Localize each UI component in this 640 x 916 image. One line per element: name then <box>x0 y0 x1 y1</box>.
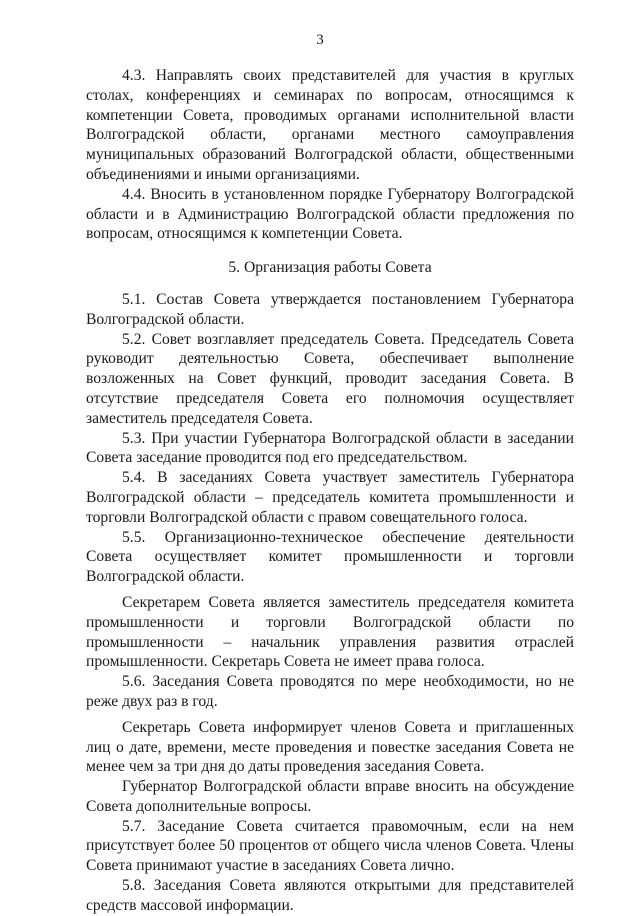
paragraph-5-3: 5.3. При участии Губернатора Волгоградской области в заседании Совета заседание проводится под его председательством. <box>86 429 574 467</box>
section-title: 5. Организация работы Совета <box>228 259 432 277</box>
document-body <box>86 66 574 916</box>
paragraph-5-1: 5.1. Состав Совета утверждается постановлением Губернатора Волгоградской области. <box>86 290 574 328</box>
paragraph-5-5: 5.5. Организационно-техническое обеспечение деятельности Совета осуществляет комитет промышленности и торговли Волгоградской области. <box>86 528 574 586</box>
page-number: 3 <box>316 32 324 48</box>
paragraph-5-2: 5.2. Совет возглавляет председатель Совета. Председатель Совета руководит деятельностью Совета, обеспечивает выполнение возложенных на Совет функций, проводит заседания Совета. В отсутствие председателя Совета его полномочия осуществляет заместитель председателя Совета. <box>86 330 574 427</box>
paragraph-secretary: Секретарем Совета является заместитель председателя комитета промышленности и торговли Волгоградской области по промышленности – начальник управления развития отраслей промышленности. Секретарь Совета не имеет права голоса. <box>86 593 574 671</box>
paragraph-5-6: 5.6. Заседания Совета проводятся по мере необходимости, но не реже двух раз в год. <box>86 673 574 710</box>
paragraph-5-8: 5.8. Заседания Совета являются открытыми для представителей средств массовой информации. <box>86 877 574 914</box>
paragraph-4-3: 4.3. Направлять своих представителей для участия в круглых столах, конференциях и семинарах по вопросам, относящимся к компетенции Совета, проводимых органами исполнительной власти Волгоградской области, органами местного самоуправления муниципальных образований Волгоградской области, общественными объединениями и иными организациями. <box>86 67 574 183</box>
paragraph-5-7: 5.7. Заседание Совета считается правомочным, если на нем присутствует более 50 процентов от общего числа членов Совета. Члены Совета принимают участие в заседаниях Совета лично. <box>86 817 574 875</box>
paragraph-5-4: 5.4. В заседаниях Совета участвует заместитель Губернатора Волгоградской области – председатель комитета промышленности и торговли Волгоградской области с правом совещательного голоса. <box>86 469 574 526</box>
paragraph-4-4: 4.4. Вносить в установленном порядке Губернатору Волгоградской области и в Администрацию Волгоградской области предложения по вопросам, относящимся к компетенции Совета. <box>86 185 574 243</box>
paragraph-governor-questions: Губернатор Волгоградской области вправе вносить на обсуждение Совета дополнительные вопросы. <box>86 778 574 815</box>
paragraph-secretary-informs: Секретарь Совета информирует членов Совета и приглашенных лиц о дате, времени, месте проведения и повестке заседания Совета не менее чем за три дня до даты проведения заседания Совета. <box>86 718 574 776</box>
